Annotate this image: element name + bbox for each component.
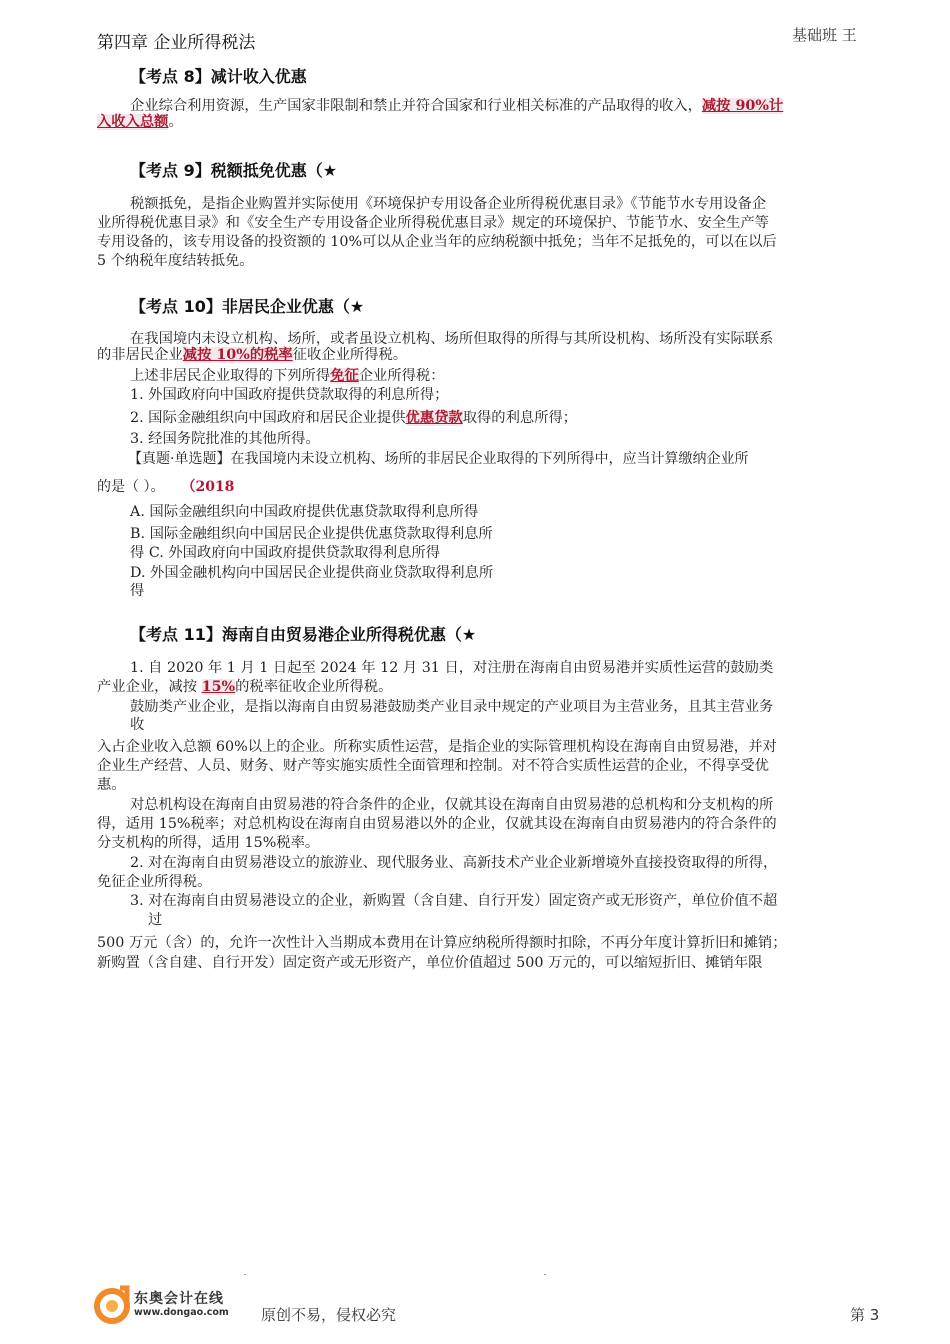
exam-year: （2018 — [188, 479, 235, 495]
chapter-title: 第四章 企业所得税法 — [97, 33, 256, 53]
sec11-p1-line1: 1. 自 2020 年 1 月 1 日起至 2024 年 12 月 31 日，对注册在海南自由贸易港并实质性运营的鼓励类 — [130, 660, 774, 676]
sec10-item2: 2. 国际金融组织向中国政府和居民企业提供优惠贷款取得的利息所得； — [130, 410, 578, 426]
sec11-p5-line1b: 过 — [148, 912, 163, 928]
sec11-p3-line1: 对总机构设在海南自由贸易港的符合条件的企业，仅就其设在海南自由贸易港的总机构和分支机构的所 — [130, 797, 774, 813]
sec11-p1-line2: 产业企业，减按 15%的税率征收企业所得税。 — [97, 679, 393, 695]
sec10-line2: 的非居民企业减按 10%的税率征收企业所得税。 — [97, 347, 408, 363]
dongao-logo — [92, 1282, 242, 1328]
sec11-p5-line2: 500 万元（含）的，允许一次性计入当期成本费用在计算应纳税所得额时扣除，不再分年度计算折旧和摊销； — [97, 935, 787, 951]
highlight-income-total: 入收入总额 — [97, 114, 169, 130]
brand-url: www.dongao.com — [134, 1307, 229, 1318]
course-label: 基础班 王 — [792, 26, 857, 44]
section-heading-10: 【考点 10】非居民企业优惠（★ — [130, 297, 365, 316]
highlight-exempt: 免征 — [330, 368, 359, 384]
sec11-p5-line3: 新购置（含自建、自行开发）固定资产或无形资产，单位价值超过 500 万元的，可以缩短折旧、摊销年限 — [97, 955, 763, 971]
sec11-p4-line2: 免征企业所得税。 — [97, 874, 212, 890]
sec11-p2-line4: 惠。 — [97, 777, 126, 793]
sec11-p3-line2: 得，适用 15%税率；对总机构设在海南自由贸易港以外的企业，仅就其设在海南自由贸易港内的符合条件的 — [97, 816, 777, 832]
sec9-line2: 业所得税优惠目录》和《安全生产专用设备企业所得税优惠目录》规定的环境保护、节能节水、安全生产等 — [97, 215, 769, 231]
exam-question-line2: 的是（ ）。 （2018 — [97, 479, 235, 495]
sec10-item1: 1. 外国政府向中国政府提供贷款取得的利息所得； — [130, 387, 449, 403]
footer-dot-left — [244, 1274, 246, 1275]
option-d-cont: 得 — [130, 583, 145, 599]
highlight-rate-15: 15% — [201, 679, 236, 695]
sec10-item3: 3. 经国务院批准的其他所得。 — [130, 431, 320, 447]
option-d: D. 外国金融机构向中国居民企业提供商业贷款取得利息所 — [130, 565, 494, 581]
sec10-line1: 在我国境内未设立机构、场所，或者虽设立机构、场所但取得的所得与其所设机构、场所没有实际联系 — [130, 331, 774, 347]
sec11-p2-line2: 入占企业收入总额 60%以上的企业。所称实质性运营，是指企业的实际管理机构设在海南自由贸易港，并对 — [97, 739, 777, 755]
page-number: 第 3 — [850, 1306, 880, 1324]
sec11-p3-line3: 分支机构的所得，适用 15%税率。 — [97, 835, 320, 851]
section-heading-9: 【考点 9】税额抵免优惠（★ — [130, 161, 338, 180]
sec8-line1: 企业综合利用资源，生产国家非限制和禁止并符合国家和行业相关标准的产品取得的收入，减按 90%计 — [130, 98, 784, 114]
sec9-line1: 税额抵免，是指企业购置并实际使用《环境保护专用设备企业所得税优惠目录》《节能节水专用设备企 — [130, 196, 767, 212]
section-heading-8: 【考点 8】减计收入优惠 — [130, 67, 307, 86]
sec11-p4-line1: 2. 对在海南自由贸易港设立的旅游业、现代服务业、高新技术产业企业新增境外直接投资取得的所得， — [130, 855, 778, 871]
dongao-logo-icon — [92, 1284, 132, 1324]
sec11-p2-line1b: 收 — [130, 717, 145, 733]
exam-question-line1: 【真题·单选题】在我国境内未设立机构、场所的非居民企业取得的下列所得中，应当计算缴纳企业所 — [128, 451, 749, 467]
sec11-p2-line3: 企业生产经营、人员、财务、财产等实施实质性全面管理和控制。对不符合实质性运营的企业，不得享受优 — [97, 758, 769, 774]
option-b: B. 国际金融组织向中国居民企业提供优惠贷款取得利息所 — [130, 526, 493, 542]
sec9-line3: 专用设备的，该专用设备的投资额的 10%可以从企业当年的应纳税额中抵免；当年不足抵免的，可以在以后 — [97, 234, 777, 250]
footer-dot-right — [544, 1274, 546, 1275]
sec11-p5-line1: 3. 对在海南自由贸易港设立的企业，新购置（含自建、自行开发）固定资产或无形资产，单位价值不超 — [130, 893, 778, 909]
brand-name: 东奥会计在线 — [134, 1291, 224, 1307]
highlight-reduce-10: 减按 10%的税率 — [182, 347, 293, 363]
option-b-c: 得 C. 外国政府向中国政府提供贷款取得利息所得 — [130, 545, 440, 561]
section-heading-11: 【考点 11】海南自由贸易港企业所得税优惠（★ — [130, 625, 477, 644]
sec9-line4: 5 个纳税年度结转抵免。 — [97, 253, 254, 269]
option-a: A. 国际金融组织向中国政府提供优惠贷款取得利息所得 — [130, 504, 479, 520]
highlight-preferential-loan: 优惠贷款 — [405, 410, 463, 426]
sec11-p2-line1: 鼓励类产业企业，是指以海南自由贸易港鼓励类产业目录中规定的产业项目为主营业务，且其主营业务 — [130, 699, 774, 715]
sec8-line2: 入收入总额。 — [97, 114, 183, 130]
highlight-reduce-90: 减按 90%计 — [701, 98, 784, 114]
footer-slogan: 原创不易，侵权必究 — [261, 1306, 397, 1324]
sec10-line3: 上述非居民企业取得的下列所得免征企业所得税： — [130, 368, 445, 384]
